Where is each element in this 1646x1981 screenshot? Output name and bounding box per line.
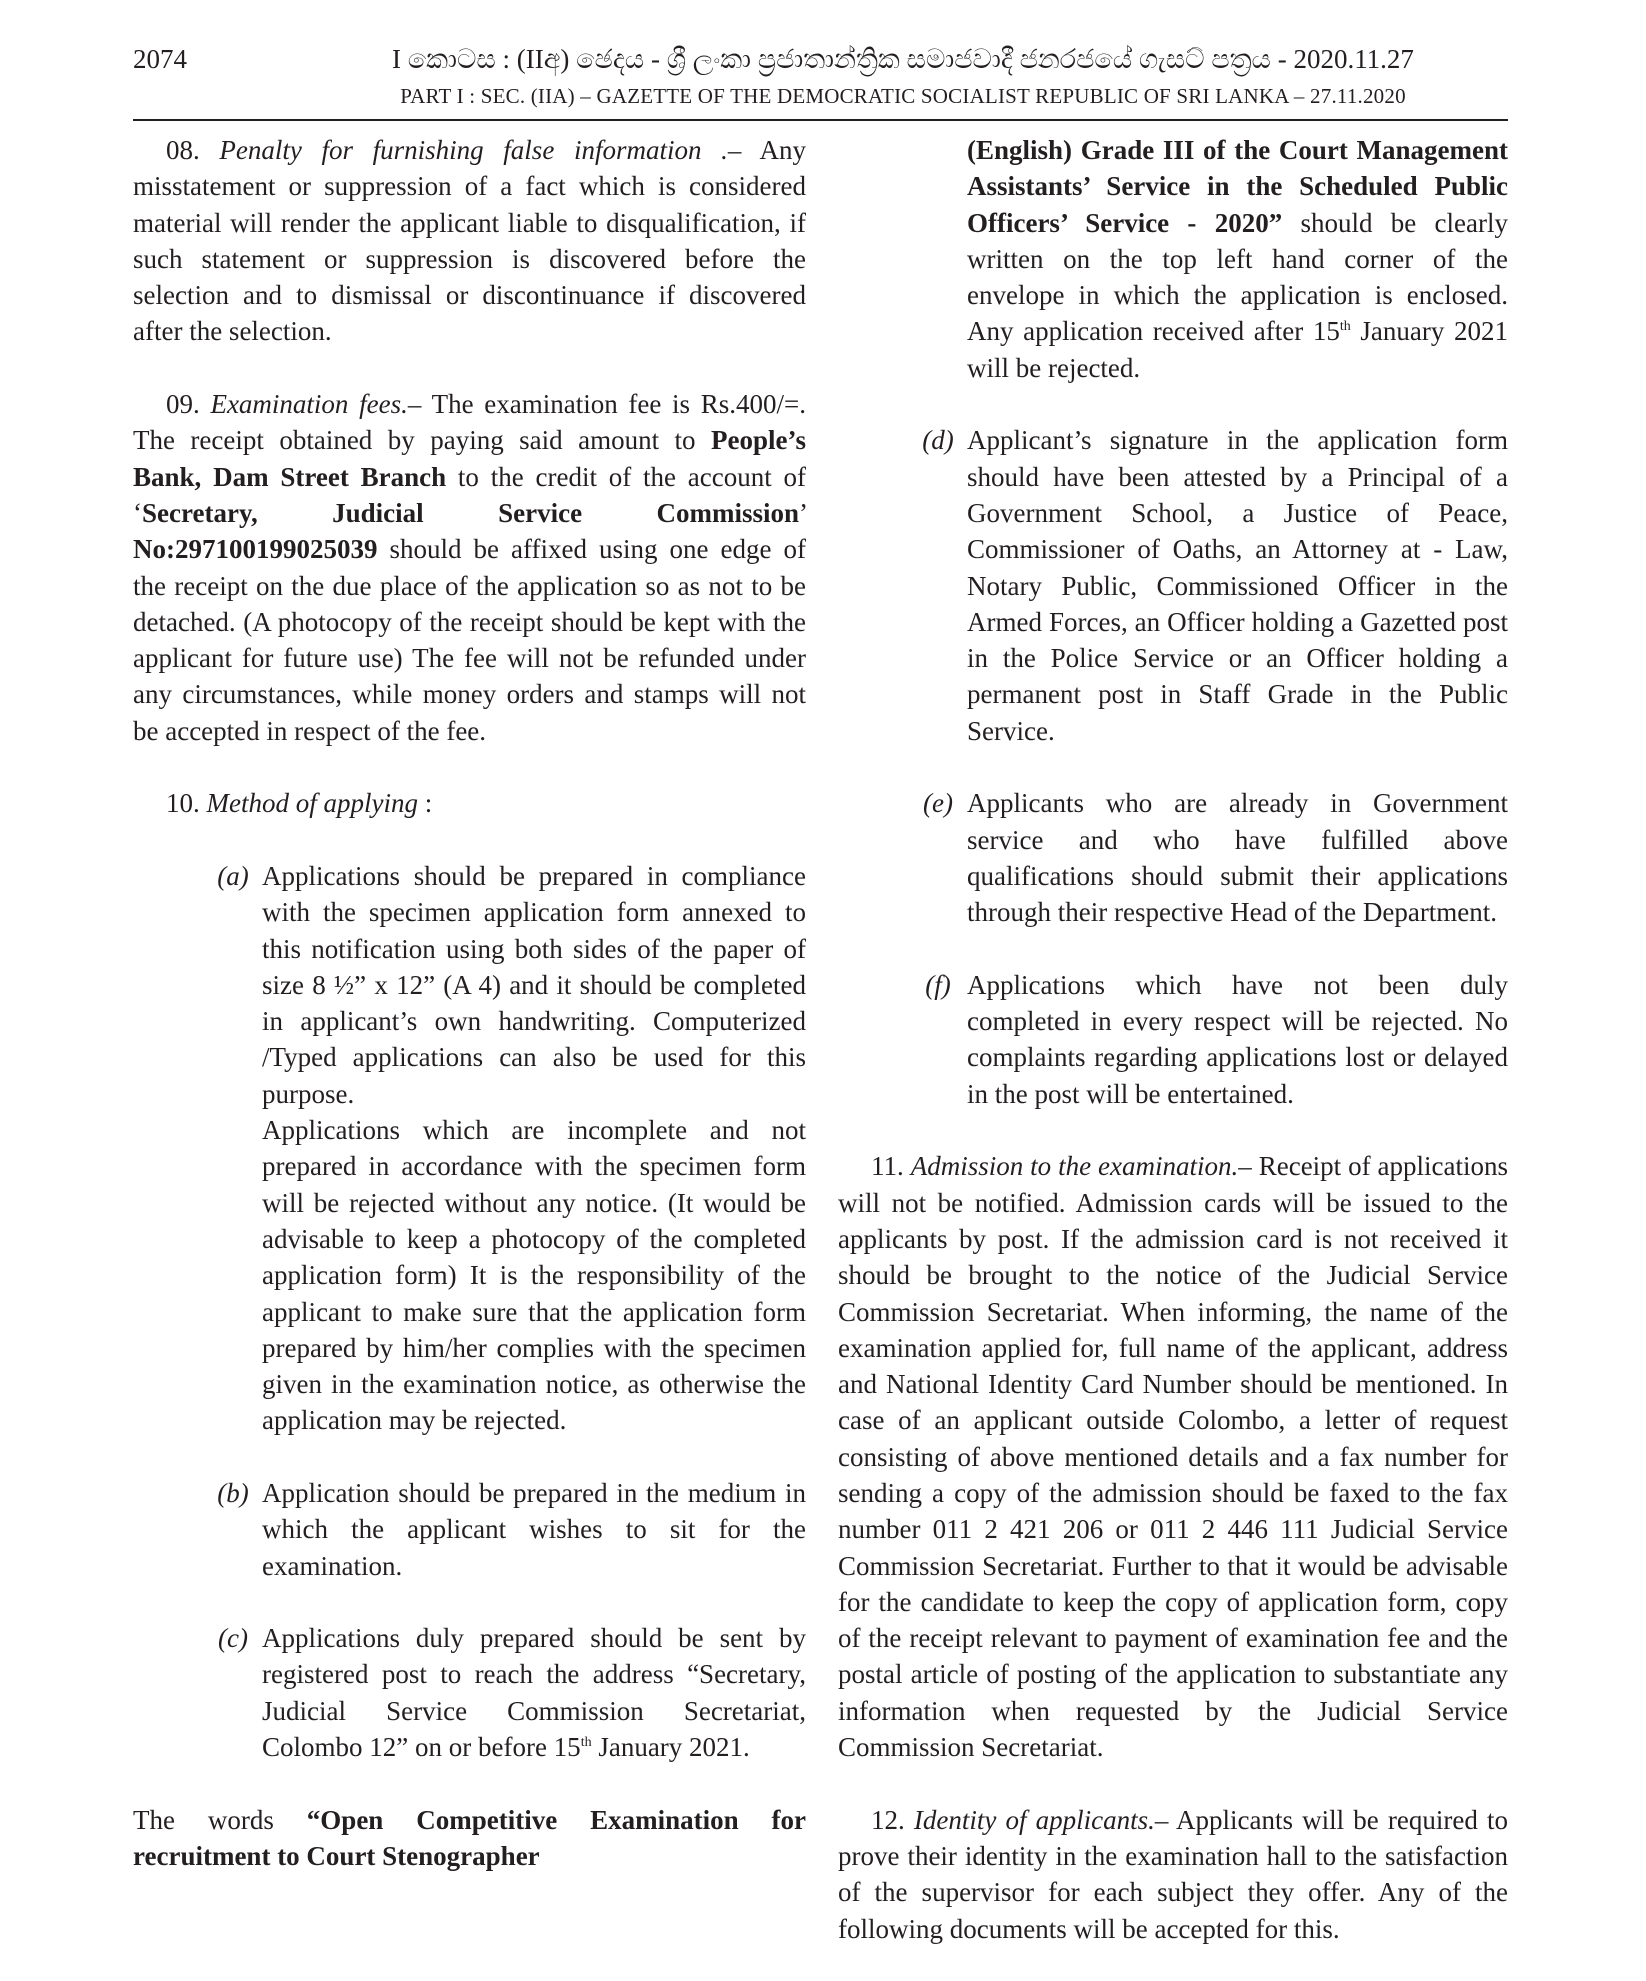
envelope-words-sup: th [1339,319,1351,335]
item-c [204,1620,806,1765]
item-c-text-1: Applications duly prepared should be sent by registered post to reach the address “Secretary, Judicial Service Commission Secretariat, Colombo 12” on or before 15 [262,1623,806,1763]
section-10-number: 10. [166,788,200,819]
section-09-title: Examination fees.– [210,389,422,420]
item-a-paragraph-1: Applications should be prepared in compliance with the specimen application form annexed to this notification using both sides of the paper of size 8 ½” x 12” (A 4) and it should be completed in applicant’s own handwriting. Computerized /Typed applications can also be used for this purpose. [262,860,806,1109]
item-b-text: Application should be prepared in the medium in which the applicant wishes to sit for the examination. [262,1477,806,1581]
section-08-number: 08. [166,135,200,165]
item-d-text: Applicant’s signature in the application form should have been attested by a Principal of a Government School, a Justice of Peace, Commissioner of Oaths, an Attorney at - Law, Notary Public, Commissioned Officer in the Armed Forces, an Officer holding a Gazetted post in the Police Service or an Officer holding a permanent post in Staff Grade in the Public Service. [967,425,1508,746]
section-09-text-4: should be affixed using one edge of the receipt on the due place of the application so as not to be detached. (A photocopy of the receipt should be kept with the applicant for future use) The fee will not be refunded under any circumstances, while money orders and stamps will not be accepted in respect of the fee. [133,534,806,746]
account-name: Secretary, Judicial Service Commission [142,497,799,528]
envelope-words-start [133,1802,806,1875]
header-sinhala: I කොටස : (IIඅ) ඡෙදය - ශ්‍රී ලංකා ප්‍රජාතාන්ත්‍රික සමාජවාදී ජනරජයේ ගැසට් පත්‍රය - 2020.11.27 [392,44,1414,74]
section-11 [838,1148,1508,1765]
section-09-text-3: ’ [799,497,806,528]
envelope-words-lead: The words [133,1804,307,1835]
envelope-words-text-1: should be clearly written on the top left hand corner of the envelope in which the application is enclosed. Any application received after 15 [967,207,1508,347]
item-e-text: Applicants who are already in Government service and who have fulfilled above qualifications should submit their applications through their respective Head of the Department. [967,788,1508,928]
item-c-text [262,1620,806,1765]
section-09-number: 09. [166,389,200,420]
header-english: PART I : SEC. (IIA) – GAZETTE OF THE DEMOCRATIC SOCIALIST REPUBLIC OF SRI LANKA – 27.11.2020 [400,84,1406,108]
section-10-title: Method of applying [206,788,418,819]
exam-title-part-1: “Open Competitive Examination for recruitment to Court Stenographer [133,1804,806,1871]
bank-name: People’s Bank, Dam Street Branch [133,425,807,492]
item-d-label: (d) [922,425,954,456]
section-10-heading [133,785,806,821]
item-d [909,422,1508,749]
left-column [133,132,806,1874]
section-12-title: Identity of applicants.– [913,1804,1169,1835]
page-number: 2074 [133,44,187,74]
item-c-label: (c) [218,1623,248,1654]
section-12-body: Applicants will be required to prove their identity in the examination hall to the satisfaction of the supervisor for each subject they offer. Any of the following documents will be accepted for this. [838,1804,1508,1944]
item-f-label: (f) [925,969,951,1000]
account-number: No:297100199025039 [133,534,378,565]
item-c-sup: th [580,1735,592,1751]
item-f-text: Applications which have not been duly completed in every respect will be rejected. No complaints regarding applications lost or delayed in the post will be entertained. [967,969,1508,1109]
header-rule [133,119,1508,121]
item-a-label: (a) [217,860,249,891]
section-11-number: 11. [871,1151,904,1182]
section-09 [133,386,806,749]
section-12-number: 12. [871,1804,905,1835]
section-11-body: Receipt of applications will not be notified. Admission cards will be issued to the applicants by post. If the admission card is not received it should be brought to the notice of the Judicial Service Commission Secretariat. When informing, the name of the examination applied for, full name of the applicant, address and National Identity Card Number should be mentioned. In case of an applicant outside Colombo, a letter of request consisting of above mentioned details and a fax number for sending a copy of the admission should be faxed to the fax number 011 2 421 206 or 011 2 446 111 Judicial Service Commission Secretariat. Further to that it would be advisable for the candidate to keep the copy of application form, copy of the receipt relevant to payment of examination fee and the postal article of posting of the application to substantiate any information when requested by the Judicial Service Commission Secretariat. [838,1151,1509,1763]
right-column [838,132,1508,1947]
envelope-words-text-2: January 2021 will be rejected. [967,316,1508,383]
section-11-title: Admission to the examination.– [910,1151,1252,1182]
item-a-paragraph-2: Applications which are incomplete and not prepared in accordance with the specimen form will be rejected without any notice. (It would be advisable to keep a photocopy of the completed application form) It is the responsibility of the applicant to make sure that the application form prepared by him/her complies with the specimen given in the examination notice, as otherwise the application may be rejected. [262,1115,806,1436]
item-c-text-2: January 2021. [591,1732,750,1763]
item-e-label: (e) [923,788,953,819]
envelope-words-continued [967,132,1508,386]
section-09-text-1: The examination fee is Rs.400/=. The receipt obtained by paying said amount to [133,389,807,456]
exam-title-part-2: (English) Grade III of the Court Management Assistants’ Service in the Scheduled Public Officers’ Service - 2020” [967,135,1508,238]
section-10-colon: : [424,788,433,819]
section-12 [838,1802,1508,1947]
section-08-body: Any misstatement or suppression of a fact which is considered material will render the applicant liable to disqualification, if such statement or suppression is discovered before the selection and to dismissal or discontinuance if discovered after the selection. [133,135,806,347]
item-f [909,967,1508,1112]
item-e [909,785,1508,930]
section-08-title: Penalty for furnishing false information .– [219,135,742,165]
section-09-text-2: to the credit of the account of ‘ [133,461,807,528]
item-b [204,1475,806,1584]
item-a [204,858,806,1439]
section-08 [133,132,806,350]
item-b-label: (b) [217,1477,249,1508]
